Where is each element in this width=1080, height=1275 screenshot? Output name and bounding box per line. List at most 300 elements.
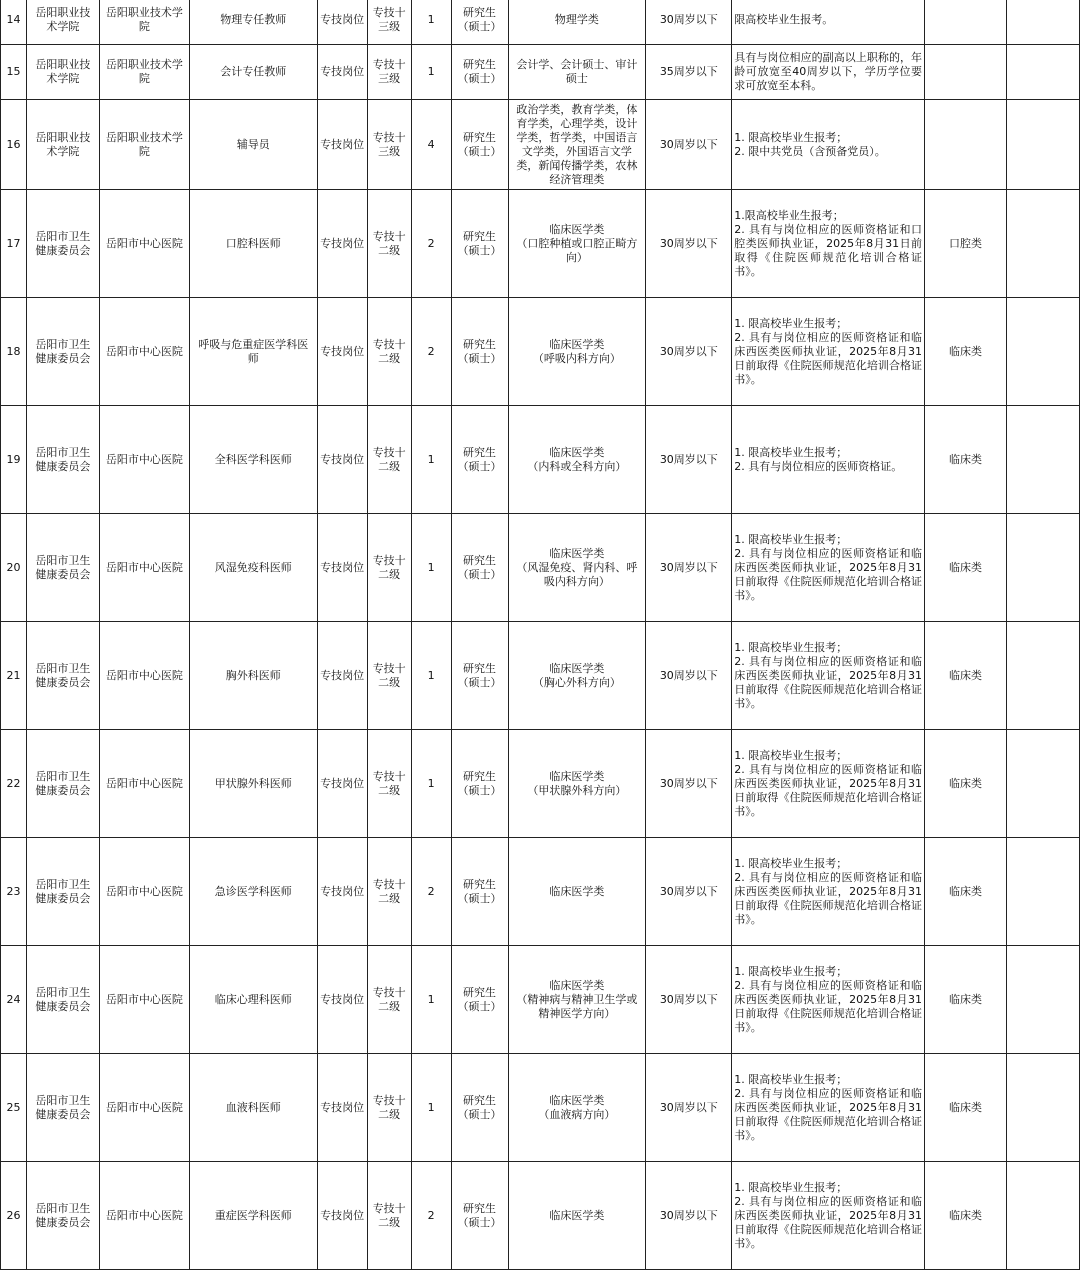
requirements-cell-text: 2. 具有与岗位相应的医师资格证和临床西医类医师执业证，2025年8月31日前取得《住院医师规范化培训合格证书》。	[734, 330, 923, 386]
age-cell	[646, 45, 732, 100]
employer-cell-text: 岳阳职业技术学院	[105, 58, 183, 85]
education-cell-text: 研究生（硕士）	[457, 337, 502, 365]
grade-cell-text: 专技十二级	[372, 1093, 406, 1121]
position-category-cell	[317, 190, 367, 298]
employer-cell-text: 岳阳市中心医院	[105, 668, 183, 682]
position-cell	[189, 100, 317, 190]
employer-cell-text: 岳阳市中心医院	[105, 1208, 183, 1222]
headcount-cell-text: 2	[427, 236, 435, 250]
requirements-cell-text: 2. 具有与岗位相应的医师资格证。	[734, 459, 903, 473]
major-cell	[508, 0, 646, 45]
department-cell	[26, 0, 99, 45]
major-cell-text: （甲状腺外科方向）	[527, 783, 627, 797]
department-cell-text: 岳阳市卫生健康委员会	[35, 985, 91, 1013]
age-cell-text: 30周岁以下	[659, 452, 718, 466]
row-number	[1, 1162, 27, 1270]
headcount-cell-text: 2	[427, 1208, 435, 1222]
row-number	[1, 406, 27, 514]
remarks-cell	[1006, 838, 1079, 946]
age-cell-text: 30周岁以下	[659, 884, 718, 898]
position-category-cell	[317, 0, 367, 45]
position-category-cell-text: 专技岗位	[320, 344, 365, 358]
table-row	[1, 838, 1080, 946]
requirements-cell-text: 2. 限中共党员（含预备党员）。	[734, 144, 886, 158]
employer-cell-text: 岳阳市中心医院	[105, 992, 183, 1006]
headcount-cell-text: 1	[427, 668, 435, 682]
department-cell	[26, 298, 99, 406]
position-cell-text: 口腔科医师	[225, 236, 281, 250]
major-cell-text: 临床医学类	[549, 445, 605, 459]
remarks-cell	[1006, 730, 1079, 838]
exam-type-cell	[925, 514, 1007, 622]
table-row	[1, 622, 1080, 730]
requirements-cell	[732, 190, 925, 298]
row-number	[1, 298, 27, 406]
grade-cell	[367, 100, 411, 190]
department-cell-text: 岳阳市卫生健康委员会	[35, 769, 91, 797]
requirements-cell-text: 2. 具有与岗位相应的医师资格证和临床西医类医师执业证，2025年8月31日前取得《住院医师规范化培训合格证书》。	[734, 1194, 923, 1250]
row-number-text: 14	[6, 13, 21, 26]
employer-cell	[99, 730, 189, 838]
exam-type-cell	[925, 406, 1007, 514]
requirements-cell	[732, 622, 925, 730]
department-cell-text: 岳阳市卫生健康委员会	[35, 1093, 91, 1121]
education-cell-text: 研究生（硕士）	[457, 6, 502, 33]
remarks-cell	[1006, 622, 1079, 730]
position-category-cell-text: 专技岗位	[320, 668, 365, 682]
major-cell-text: 临床医学类	[549, 546, 605, 560]
age-cell-text: 30周岁以下	[659, 137, 718, 151]
requirements-cell-text: 2. 具有与岗位相应的医师资格证和临床西医类医师执业证，2025年8月31日前取得《住院医师规范化培训合格证书》。	[734, 546, 923, 602]
requirements-cell	[732, 406, 925, 514]
position-category-cell-text: 专技岗位	[320, 992, 365, 1006]
education-cell-text: 研究生（硕士）	[457, 1201, 502, 1229]
remarks-cell	[1006, 190, 1079, 298]
headcount-cell-text: 1	[427, 13, 435, 26]
remarks-cell	[1006, 1054, 1079, 1162]
position-category-cell	[317, 406, 367, 514]
major-cell-text: （内科或全科方向）	[527, 459, 627, 473]
requirements-cell	[732, 298, 925, 406]
grade-cell	[367, 190, 411, 298]
grade-cell-text: 专技十二级	[372, 1201, 406, 1229]
age-cell-text: 30周岁以下	[659, 1208, 718, 1222]
education-cell	[451, 298, 508, 406]
major-cell-text: 临床医学类	[549, 978, 605, 992]
employer-cell	[99, 406, 189, 514]
exam-type-cell	[925, 0, 1007, 45]
remarks-cell	[1006, 0, 1079, 45]
remarks-cell	[1006, 946, 1079, 1054]
row-number	[1, 1054, 27, 1162]
employer-cell-text: 岳阳市中心医院	[105, 236, 183, 250]
education-cell-text: 研究生（硕士）	[457, 229, 502, 257]
department-cell	[26, 622, 99, 730]
education-cell	[451, 406, 508, 514]
major-cell	[508, 946, 646, 1054]
exam-type-cell-text: 临床类	[949, 668, 983, 682]
department-cell	[26, 100, 99, 190]
age-cell-text: 30周岁以下	[659, 13, 718, 26]
requirements-cell-text: 限高校毕业生报考。	[734, 13, 834, 26]
table-row	[1, 730, 1080, 838]
requirements-cell	[732, 100, 925, 190]
grade-cell	[367, 946, 411, 1054]
major-cell	[508, 298, 646, 406]
grade-cell	[367, 1162, 411, 1270]
employer-cell	[99, 0, 189, 45]
major-cell-text: 临床医学类	[549, 1208, 605, 1222]
major-cell-text: （口腔种植或口腔正畸方向）	[516, 236, 638, 264]
education-cell-text: 研究生（硕士）	[457, 1093, 502, 1121]
education-cell	[451, 622, 508, 730]
requirements-cell-text: 2. 具有与岗位相应的医师资格证和临床西医类医师执业证，2025年8月31日前取得《住院医师规范化培训合格证书》。	[734, 1086, 923, 1142]
grade-cell	[367, 514, 411, 622]
row-number-text: 26	[6, 1208, 21, 1222]
grade-cell-text: 专技十二级	[372, 337, 406, 365]
remarks-cell	[1006, 100, 1079, 190]
remarks-cell	[1006, 45, 1079, 100]
position-category-cell-text: 专技岗位	[320, 884, 365, 898]
requirements-cell-text: 1. 限高校毕业生报考；	[734, 130, 848, 144]
education-cell	[451, 1054, 508, 1162]
department-cell	[26, 946, 99, 1054]
row-number	[1, 514, 27, 622]
age-cell-text: 30周岁以下	[659, 344, 718, 358]
headcount-cell	[411, 1162, 451, 1270]
age-cell	[646, 1162, 732, 1270]
major-cell-text: （风湿免疫、肾内科、呼吸内科方向）	[516, 560, 638, 588]
major-cell	[508, 190, 646, 298]
grade-cell	[367, 730, 411, 838]
grade-cell-text: 专技十三级	[372, 130, 406, 158]
headcount-cell-text: 1	[427, 992, 435, 1006]
position-cell-text: 全科医学科医师	[214, 452, 292, 466]
department-cell-text: 岳阳市卫生健康委员会	[35, 661, 91, 689]
education-cell-text: 研究生（硕士）	[457, 553, 502, 581]
requirements-cell-text: 1. 限高校毕业生报考；	[734, 964, 848, 978]
grade-cell-text: 专技十三级	[372, 58, 406, 85]
position-cell	[189, 730, 317, 838]
requirements-cell-text: 1.限高校毕业生报考；	[734, 208, 844, 222]
exam-type-cell	[925, 622, 1007, 730]
grade-cell	[367, 838, 411, 946]
row-number-text: 25	[6, 1100, 21, 1114]
employer-cell-text: 岳阳职业技术学院	[105, 130, 183, 158]
exam-type-cell	[925, 730, 1007, 838]
major-cell-text: 物理学类	[554, 13, 599, 26]
position-cell	[189, 514, 317, 622]
remarks-cell	[1006, 406, 1079, 514]
position-cell	[189, 0, 317, 45]
age-cell-text: 30周岁以下	[659, 992, 718, 1006]
department-cell	[26, 406, 99, 514]
education-cell-text: 研究生（硕士）	[457, 877, 502, 905]
table-row	[1, 946, 1080, 1054]
headcount-cell	[411, 190, 451, 298]
grade-cell-text: 专技十二级	[372, 553, 406, 581]
row-number	[1, 190, 27, 298]
headcount-cell-text: 4	[427, 137, 435, 151]
grade-cell-text: 专技十三级	[372, 6, 406, 33]
department-cell-text: 岳阳市卫生健康委员会	[35, 1201, 91, 1229]
employer-cell	[99, 514, 189, 622]
education-cell	[451, 190, 508, 298]
headcount-cell-text: 1	[427, 65, 435, 78]
department-cell	[26, 730, 99, 838]
major-cell	[508, 622, 646, 730]
major-cell-text: 临床医学类	[549, 769, 605, 783]
position-cell	[189, 190, 317, 298]
remarks-cell	[1006, 298, 1079, 406]
exam-type-cell	[925, 1162, 1007, 1270]
row-number-text: 18	[6, 344, 21, 358]
table-row	[1, 190, 1080, 298]
department-cell	[26, 1162, 99, 1270]
position-cell-text: 急诊医学科医师	[214, 884, 292, 898]
table-row	[1, 100, 1080, 190]
education-cell-text: 研究生（硕士）	[457, 445, 502, 473]
position-category-cell	[317, 45, 367, 100]
employer-cell	[99, 838, 189, 946]
position-category-cell-text: 专技岗位	[320, 13, 365, 26]
headcount-cell	[411, 622, 451, 730]
age-cell	[646, 622, 732, 730]
exam-type-cell	[925, 100, 1007, 190]
education-cell	[451, 838, 508, 946]
headcount-cell	[411, 298, 451, 406]
age-cell-text: 30周岁以下	[659, 1100, 718, 1114]
position-category-cell	[317, 838, 367, 946]
table-row	[1, 406, 1080, 514]
position-category-cell	[317, 946, 367, 1054]
requirements-cell	[732, 0, 925, 45]
education-cell-text: 研究生（硕士）	[457, 58, 502, 85]
headcount-cell	[411, 838, 451, 946]
education-cell-text: 研究生（硕士）	[457, 130, 502, 158]
major-cell	[508, 406, 646, 514]
age-cell	[646, 100, 732, 190]
major-cell	[508, 1054, 646, 1162]
position-cell	[189, 406, 317, 514]
employer-cell-text: 岳阳市中心医院	[105, 344, 183, 358]
age-cell	[646, 946, 732, 1054]
row-number	[1, 622, 27, 730]
position-category-cell	[317, 298, 367, 406]
age-cell	[646, 0, 732, 45]
requirements-cell-text: 1. 限高校毕业生报考；	[734, 445, 848, 459]
position-cell-text: 物理专任教师	[220, 13, 287, 26]
requirements-cell	[732, 45, 925, 100]
position-cell-text: 辅导员	[236, 137, 270, 151]
row-number	[1, 946, 27, 1054]
headcount-cell	[411, 946, 451, 1054]
grade-cell	[367, 1054, 411, 1162]
requirements-cell	[732, 730, 925, 838]
requirements-cell	[732, 1162, 925, 1270]
requirements-cell-text: 2. 具有与岗位相应的医师资格证和临床西医类医师执业证，2025年8月31日前取得《住院医师规范化培训合格证书》。	[734, 762, 923, 818]
major-cell	[508, 100, 646, 190]
education-cell-text: 研究生（硕士）	[457, 769, 502, 797]
position-cell-text: 临床心理科医师	[214, 992, 292, 1006]
major-cell-text: 政治学类，教育学类，体育学类，心理学类，设计学类，哲学类，中国语言文学类，外国语言文学类，新闻传播学类，农林经济管理类	[516, 102, 638, 186]
education-cell	[451, 45, 508, 100]
position-cell	[189, 1162, 317, 1270]
position-category-cell-text: 专技岗位	[320, 1208, 365, 1222]
headcount-cell	[411, 45, 451, 100]
exam-type-cell	[925, 190, 1007, 298]
major-cell	[508, 838, 646, 946]
major-cell	[508, 514, 646, 622]
row-number	[1, 100, 27, 190]
headcount-cell	[411, 1054, 451, 1162]
major-cell-text: （精神病与精神卫生学或精神医学方向）	[516, 992, 638, 1020]
row-number-text: 19	[6, 452, 21, 466]
department-cell	[26, 45, 99, 100]
department-cell-text: 岳阳职业技术学院	[35, 130, 91, 158]
exam-type-cell-text: 口腔类	[949, 236, 983, 250]
remarks-cell	[1006, 1162, 1079, 1270]
position-category-cell-text: 专技岗位	[320, 1100, 365, 1114]
grade-cell-text: 专技十二级	[372, 229, 406, 257]
position-category-cell	[317, 622, 367, 730]
row-number-text: 15	[6, 65, 21, 78]
age-cell-text: 35周岁以下	[659, 65, 718, 78]
education-cell	[451, 0, 508, 45]
row-number-text: 23	[6, 884, 21, 898]
major-cell-text: （胸心外科方向）	[532, 675, 621, 689]
position-category-cell	[317, 1162, 367, 1270]
requirements-cell-text: 2. 具有与岗位相应的医师资格证和临床西医类医师执业证，2025年8月31日前取得《住院医师规范化培训合格证书》。	[734, 654, 923, 710]
age-cell	[646, 190, 732, 298]
exam-type-cell	[925, 946, 1007, 1054]
department-cell-text: 岳阳市卫生健康委员会	[35, 553, 91, 581]
grade-cell-text: 专技十二级	[372, 445, 406, 473]
position-cell-text: 重症医学科医师	[214, 1208, 292, 1222]
employer-cell	[99, 1162, 189, 1270]
table-row	[1, 1054, 1080, 1162]
major-cell-text: 临床医学类	[549, 222, 605, 236]
age-cell-text: 30周岁以下	[659, 776, 718, 790]
employer-cell	[99, 45, 189, 100]
exam-type-cell	[925, 45, 1007, 100]
department-cell-text: 岳阳职业技术学院	[35, 6, 91, 33]
position-category-cell	[317, 1054, 367, 1162]
exam-type-cell-text: 临床类	[949, 344, 983, 358]
row-number-text: 21	[6, 668, 21, 682]
grade-cell	[367, 45, 411, 100]
requirements-cell	[732, 946, 925, 1054]
department-cell-text: 岳阳市卫生健康委员会	[35, 229, 91, 257]
department-cell	[26, 1054, 99, 1162]
headcount-cell-text: 1	[427, 560, 435, 574]
position-category-cell-text: 专技岗位	[320, 776, 365, 790]
headcount-cell-text: 1	[427, 452, 435, 466]
exam-type-cell	[925, 1054, 1007, 1162]
position-cell	[189, 838, 317, 946]
remarks-cell	[1006, 514, 1079, 622]
grade-cell-text: 专技十二级	[372, 877, 406, 905]
position-cell-text: 胸外科医师	[225, 668, 281, 682]
table-row	[1, 1162, 1080, 1270]
department-cell-text: 岳阳市卫生健康委员会	[35, 337, 91, 365]
requirements-cell	[732, 514, 925, 622]
position-category-cell-text: 专技岗位	[320, 65, 365, 78]
employer-cell	[99, 190, 189, 298]
headcount-cell	[411, 0, 451, 45]
position-cell	[189, 622, 317, 730]
grade-cell-text: 专技十二级	[372, 661, 406, 689]
employer-cell	[99, 622, 189, 730]
position-cell	[189, 946, 317, 1054]
position-cell-text: 血液科医师	[225, 1100, 281, 1114]
education-cell	[451, 100, 508, 190]
position-category-cell-text: 专技岗位	[320, 452, 365, 466]
row-number-text: 24	[6, 992, 21, 1006]
education-cell	[451, 946, 508, 1054]
row-number	[1, 45, 27, 100]
employer-cell-text: 岳阳市中心医院	[105, 776, 183, 790]
employer-cell-text: 岳阳市中心医院	[105, 452, 183, 466]
row-number	[1, 838, 27, 946]
employer-cell	[99, 298, 189, 406]
department-cell	[26, 190, 99, 298]
major-cell-text: 临床医学类	[549, 1093, 605, 1107]
major-cell-text: 临床医学类	[549, 337, 605, 351]
age-cell	[646, 1054, 732, 1162]
requirements-cell-text: 1. 限高校毕业生报考；	[734, 748, 848, 762]
education-cell-text: 研究生（硕士）	[457, 661, 502, 689]
education-cell	[451, 1162, 508, 1270]
major-cell	[508, 1162, 646, 1270]
employer-cell	[99, 1054, 189, 1162]
exam-type-cell-text: 临床类	[949, 1100, 983, 1114]
grade-cell-text: 专技十二级	[372, 985, 406, 1013]
grade-cell-text: 专技十二级	[372, 769, 406, 797]
age-cell-text: 30周岁以下	[659, 668, 718, 682]
major-cell	[508, 45, 646, 100]
row-number-text: 22	[6, 776, 21, 790]
department-cell-text: 岳阳市卫生健康委员会	[35, 445, 91, 473]
exam-type-cell-text: 临床类	[949, 884, 983, 898]
requirements-cell-text: 1. 限高校毕业生报考；	[734, 532, 848, 546]
headcount-cell	[411, 730, 451, 838]
requirements-cell-text: 2. 具有与岗位相应的医师资格证和口腔类医师执业证，2025年8月31日前取得《住院医师规范化培训合格证书》。	[734, 222, 923, 278]
exam-type-cell-text: 临床类	[949, 992, 983, 1006]
exam-type-cell-text: 临床类	[949, 776, 983, 790]
position-cell	[189, 298, 317, 406]
department-cell-text: 岳阳市卫生健康委员会	[35, 877, 91, 905]
row-number-text: 17	[6, 236, 21, 250]
position-category-cell-text: 专技岗位	[320, 137, 365, 151]
requirements-cell-text: 2. 具有与岗位相应的医师资格证和临床西医类医师执业证，2025年8月31日前取得《住院医师规范化培训合格证书》。	[734, 870, 923, 926]
employer-cell-text: 岳阳市中心医院	[105, 560, 183, 574]
age-cell-text: 30周岁以下	[659, 560, 718, 574]
employer-cell-text: 岳阳市中心医院	[105, 884, 183, 898]
employer-cell	[99, 100, 189, 190]
exam-type-cell-text: 临床类	[949, 1208, 983, 1222]
position-cell-text: 风湿免疫科医师	[214, 560, 292, 574]
row-number	[1, 730, 27, 838]
position-category-cell	[317, 100, 367, 190]
requirements-cell-text: 2. 具有与岗位相应的医师资格证和临床西医类医师执业证，2025年8月31日前取得《住院医师规范化培训合格证书》。	[734, 978, 923, 1034]
department-cell	[26, 838, 99, 946]
exam-type-cell	[925, 838, 1007, 946]
department-cell-text: 岳阳职业技术学院	[35, 58, 91, 85]
education-cell	[451, 730, 508, 838]
requirements-cell-text: 具有与岗位相应的副高以上职称的，年龄可放宽至40周岁以下，学历学位要求可放宽至本科。	[734, 51, 923, 92]
employer-cell-text: 岳阳职业技术学院	[105, 6, 183, 33]
